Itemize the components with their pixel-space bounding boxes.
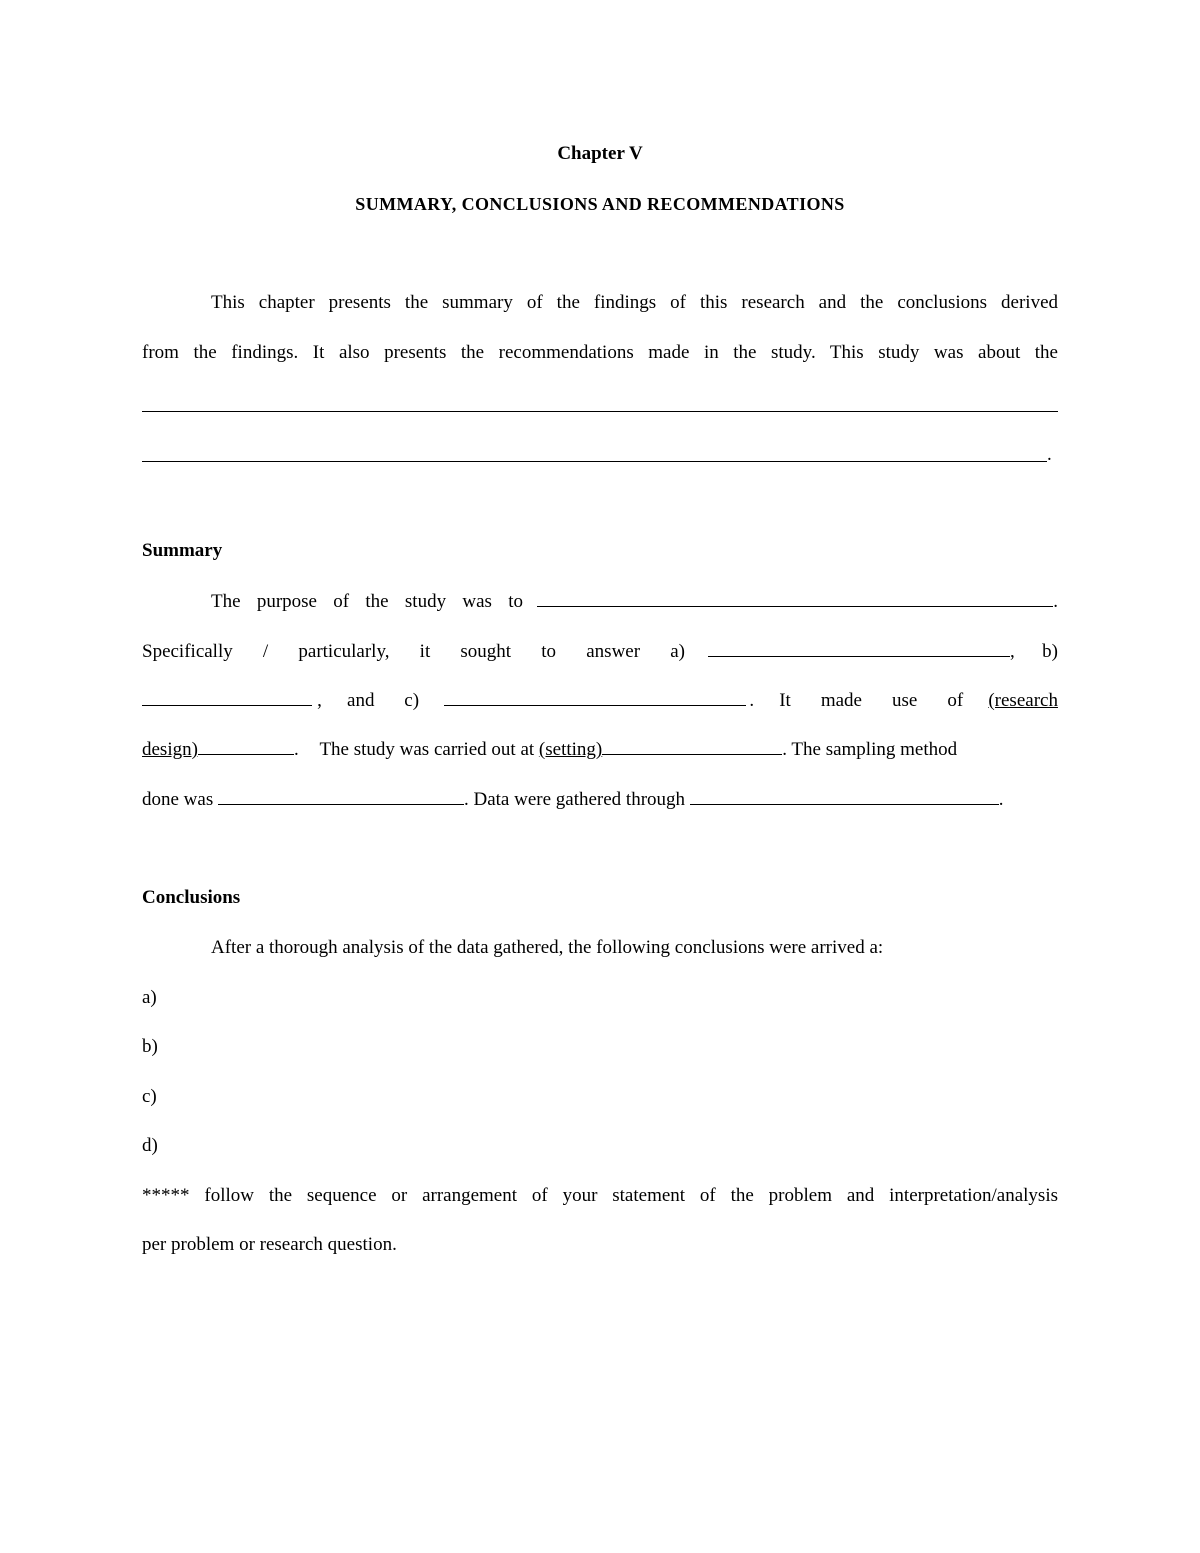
conclusions-heading: Conclusions xyxy=(142,887,241,908)
design-label: design) xyxy=(142,739,198,760)
purpose-blank[interactable] xyxy=(537,588,1053,615)
carried-out-text: The study was carried out at xyxy=(319,739,535,760)
conclusion-item-a: a) xyxy=(142,987,157,1008)
question-a-blank[interactable] xyxy=(708,638,1010,665)
fill-in-blank-line-2[interactable] xyxy=(142,461,1047,462)
made-use-text: It made use of xyxy=(779,690,964,711)
data-gathered-text: . Data were gathered through xyxy=(463,789,686,810)
purpose-text: The purpose of the study was to xyxy=(211,591,523,612)
question-c-blank[interactable] xyxy=(444,687,746,714)
purpose-period: . xyxy=(1053,591,1058,612)
conclusion-item-d: d) xyxy=(142,1135,158,1156)
design-period: . xyxy=(293,739,299,760)
and-c-text: and c) xyxy=(347,690,420,711)
research-design-label: (research xyxy=(988,690,1058,711)
summary-line-5 xyxy=(142,786,1004,813)
intro-end-period: . xyxy=(1047,444,1052,465)
fill-in-blank-line-1[interactable] xyxy=(142,411,1058,412)
intro-line-1-text: This chapter presents the summary of the findings of this research and the conclusions derived xyxy=(211,292,1058,313)
final-period: . xyxy=(998,789,1004,810)
note-line-1-text: ***** follow the sequence or arrangement of your statement of the problem and interpretation/analysis xyxy=(142,1185,1058,1206)
design-blank[interactable] xyxy=(198,736,294,755)
sampling-text: . The sampling method xyxy=(782,739,958,760)
conclusion-item-b: b) xyxy=(142,1036,158,1057)
conclusion-item-c: c) xyxy=(142,1086,157,1107)
summary-line-4 xyxy=(142,736,1058,763)
summary-heading: Summary xyxy=(142,540,223,561)
b-label: , b) xyxy=(1010,641,1058,662)
done-was-text: done was xyxy=(142,789,214,810)
c-period: . xyxy=(749,690,755,711)
setting-label: (setting) xyxy=(538,739,603,760)
data-gathering-blank[interactable] xyxy=(690,786,999,805)
note-line-2: per problem or research question. xyxy=(142,1234,397,1255)
summary-line-3 xyxy=(142,687,1058,714)
setting-blank[interactable] xyxy=(602,736,782,755)
b-comma: , xyxy=(317,690,322,711)
intro-line-2-text: from the findings. It also presents the recommendations made in the study. This study was about the xyxy=(142,342,1058,363)
note-line-1 xyxy=(142,1183,1058,1209)
summary-line-2 xyxy=(142,638,1058,665)
summary-line-1 xyxy=(211,588,1058,615)
specifically-text: Specifically / particularly, it sought to answer a) xyxy=(142,641,685,662)
sampling-blank[interactable] xyxy=(218,786,464,805)
intro-line-1 xyxy=(211,290,1058,316)
chapter-title: Chapter V xyxy=(557,143,643,164)
question-b-blank[interactable] xyxy=(142,687,312,714)
conclusions-intro: After a thorough analysis of the data gathered, the following conclusions were arrived a: xyxy=(211,937,884,958)
chapter-heading: SUMMARY, CONCLUSIONS AND RECOMMENDATIONS xyxy=(355,194,845,214)
intro-line-2 xyxy=(142,340,1058,366)
